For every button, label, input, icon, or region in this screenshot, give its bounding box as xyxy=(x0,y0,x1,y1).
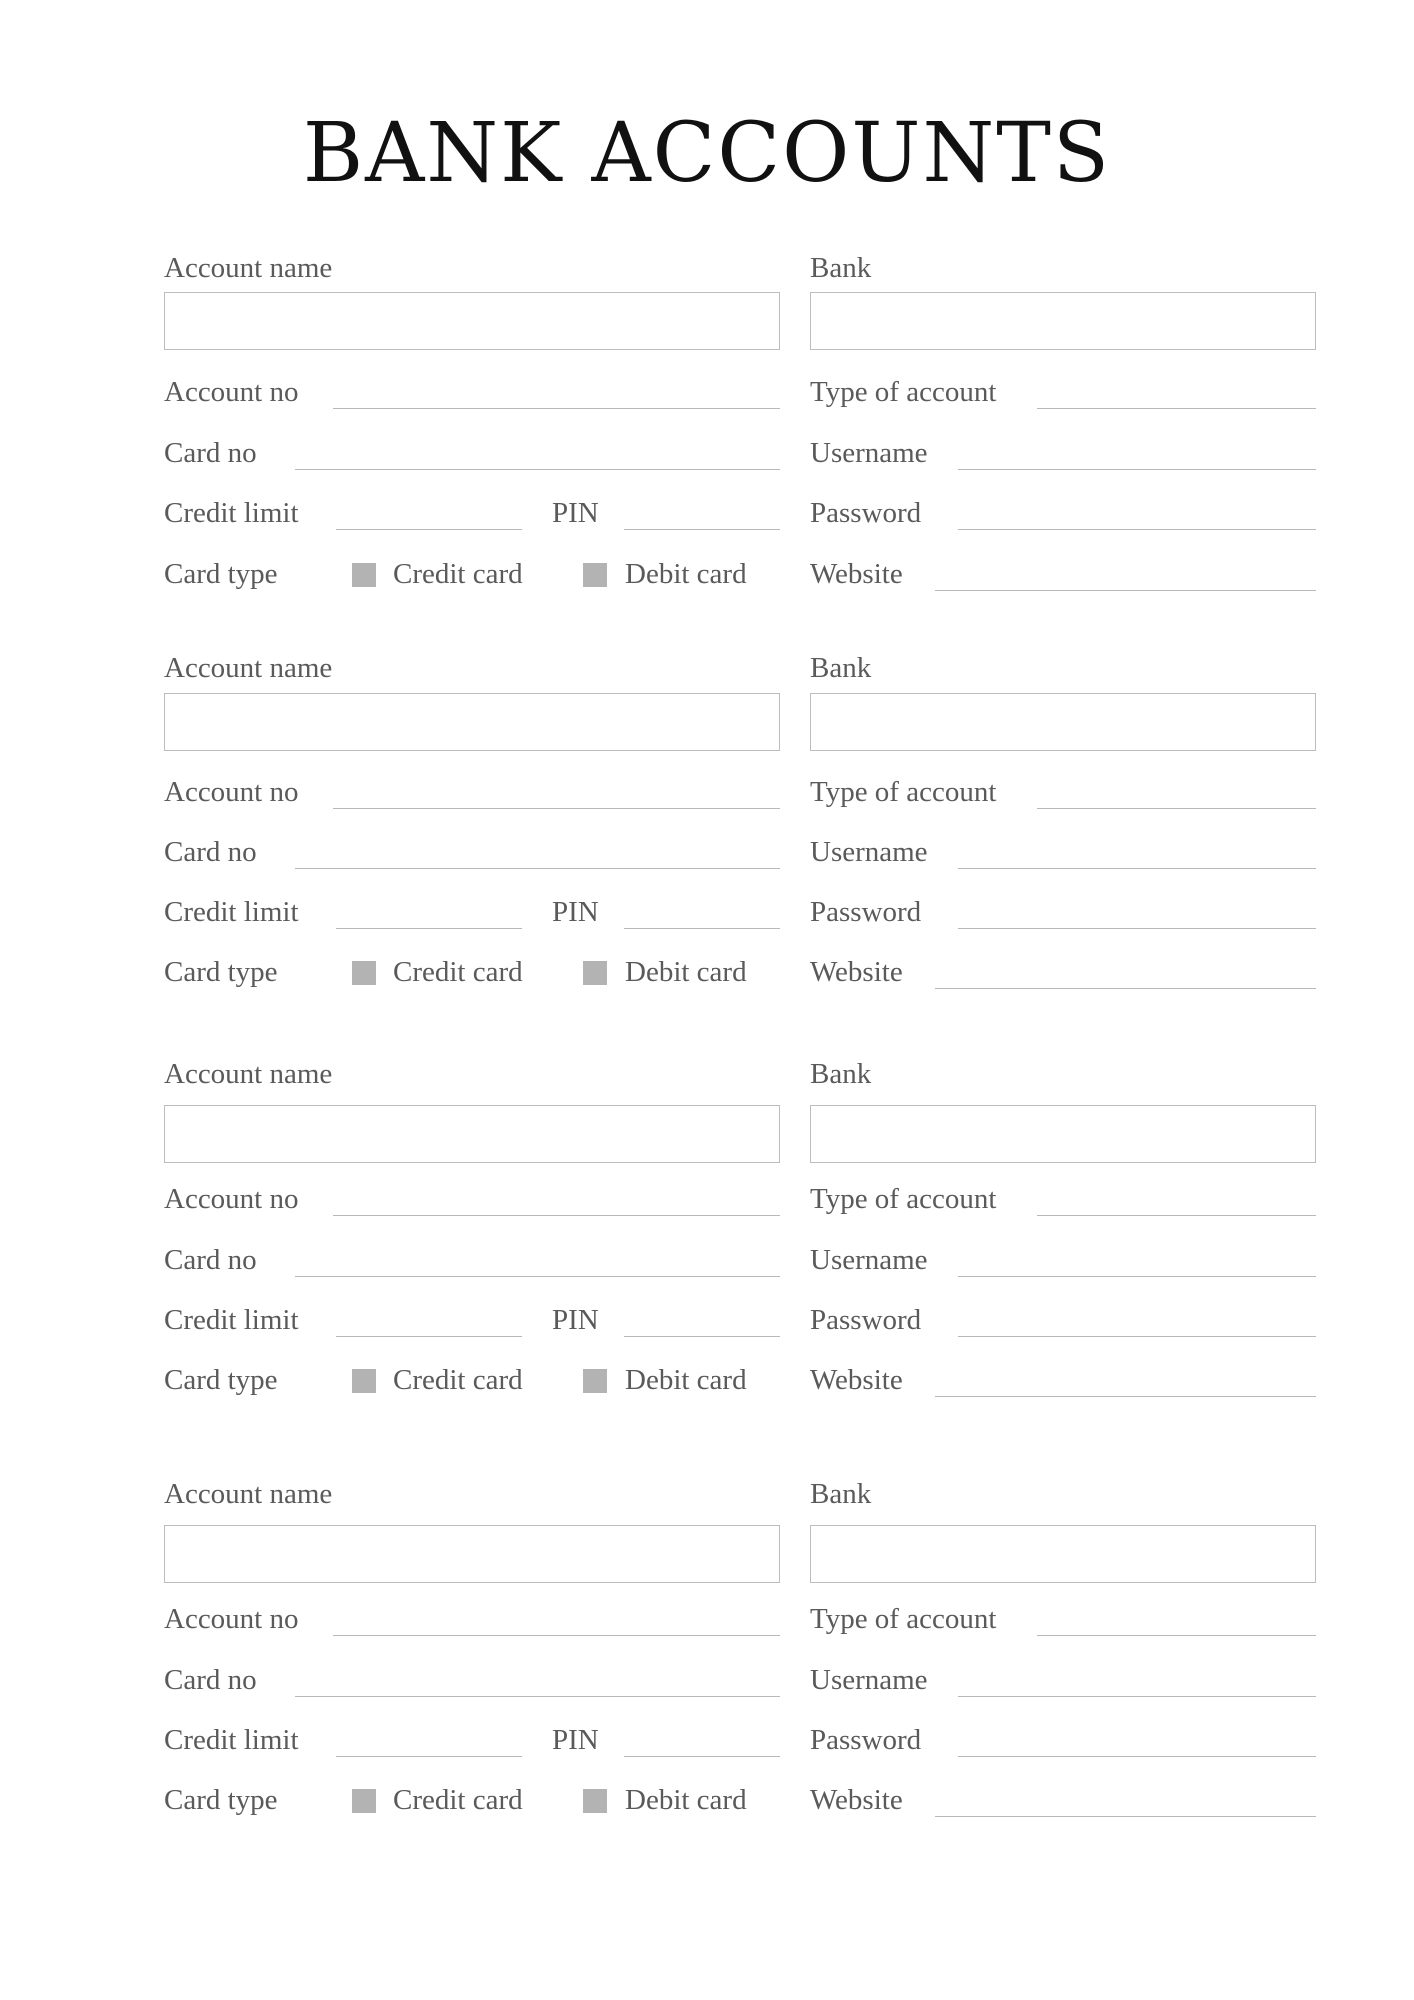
card-type-label: Card type xyxy=(164,1784,278,1816)
page-title: BANK ACCOUNTS xyxy=(302,106,1112,201)
card-type-label: Card type xyxy=(164,558,278,590)
pin-label: PIN xyxy=(552,1724,599,1756)
card-no-field[interactable] xyxy=(295,1696,780,1697)
account-name-label: Account name xyxy=(164,252,333,284)
password-field[interactable] xyxy=(958,529,1316,530)
card-no-label: Card no xyxy=(164,836,257,868)
card-no-label: Card no xyxy=(164,1244,257,1276)
password-field[interactable] xyxy=(958,1336,1316,1337)
bank-label: Bank xyxy=(810,252,872,284)
pin-field[interactable] xyxy=(624,1756,780,1757)
card-no-field[interactable] xyxy=(295,1276,780,1277)
account-no-field[interactable] xyxy=(333,408,780,409)
debit-card-label: Debit card xyxy=(625,1784,747,1816)
credit-card-label: Credit card xyxy=(393,558,523,590)
account-name-field[interactable] xyxy=(164,292,780,350)
bank-field[interactable] xyxy=(810,693,1316,751)
password-label: Password xyxy=(810,1724,922,1756)
account-name-field[interactable] xyxy=(164,1525,780,1583)
pin-label: PIN xyxy=(552,497,599,529)
debit-card-checkbox[interactable] xyxy=(583,563,607,587)
type-of-account-field[interactable] xyxy=(1037,1215,1316,1216)
username-label: Username xyxy=(810,1244,928,1276)
debit-card-checkbox[interactable] xyxy=(583,961,607,985)
account-no-label: Account no xyxy=(164,376,299,408)
credit-card-label: Credit card xyxy=(393,1784,523,1816)
website-field[interactable] xyxy=(935,590,1316,591)
card-no-label: Card no xyxy=(164,1664,257,1696)
type-of-account-label: Type of account xyxy=(810,776,997,808)
website-label: Website xyxy=(810,558,903,590)
password-field[interactable] xyxy=(958,928,1316,929)
credit-limit-field[interactable] xyxy=(336,1336,522,1337)
account-name-field[interactable] xyxy=(164,693,780,751)
debit-card-label: Debit card xyxy=(625,558,747,590)
pin-label: PIN xyxy=(552,1304,599,1336)
type-of-account-label: Type of account xyxy=(810,376,997,408)
credit-limit-label: Credit limit xyxy=(164,1304,299,1336)
account-no-label: Account no xyxy=(164,776,299,808)
debit-card-checkbox[interactable] xyxy=(583,1369,607,1393)
pin-field[interactable] xyxy=(624,928,780,929)
bank-field[interactable] xyxy=(810,1105,1316,1163)
debit-card-label: Debit card xyxy=(625,956,747,988)
type-of-account-field[interactable] xyxy=(1037,1635,1316,1636)
website-field[interactable] xyxy=(935,988,1316,989)
bank-label: Bank xyxy=(810,1478,872,1510)
website-field[interactable] xyxy=(935,1396,1316,1397)
pin-field[interactable] xyxy=(624,1336,780,1337)
type-of-account-label: Type of account xyxy=(810,1183,997,1215)
credit-limit-label: Credit limit xyxy=(164,896,299,928)
card-no-field[interactable] xyxy=(295,868,780,869)
password-label: Password xyxy=(810,1304,922,1336)
credit-limit-field[interactable] xyxy=(336,529,522,530)
card-type-label: Card type xyxy=(164,956,278,988)
username-field[interactable] xyxy=(958,469,1316,470)
account-section-4 xyxy=(0,1476,1414,1856)
username-field[interactable] xyxy=(958,1276,1316,1277)
account-name-label: Account name xyxy=(164,652,333,684)
credit-limit-label: Credit limit xyxy=(164,1724,299,1756)
bank-label: Bank xyxy=(810,1058,872,1090)
bank-field[interactable] xyxy=(810,292,1316,350)
username-label: Username xyxy=(810,437,928,469)
account-name-label: Account name xyxy=(164,1478,333,1510)
username-field[interactable] xyxy=(958,868,1316,869)
username-label: Username xyxy=(810,836,928,868)
pin-label: PIN xyxy=(552,896,599,928)
account-no-field[interactable] xyxy=(333,1635,780,1636)
username-field[interactable] xyxy=(958,1696,1316,1697)
credit-card-checkbox[interactable] xyxy=(352,1789,376,1813)
website-label: Website xyxy=(810,1364,903,1396)
username-label: Username xyxy=(810,1664,928,1696)
type-of-account-label: Type of account xyxy=(810,1603,997,1635)
account-section-1 xyxy=(0,250,1414,630)
type-of-account-field[interactable] xyxy=(1037,408,1316,409)
password-field[interactable] xyxy=(958,1756,1316,1757)
credit-card-label: Credit card xyxy=(393,1364,523,1396)
type-of-account-field[interactable] xyxy=(1037,808,1316,809)
password-label: Password xyxy=(810,896,922,928)
account-no-field[interactable] xyxy=(333,1215,780,1216)
account-no-field[interactable] xyxy=(333,808,780,809)
bank-field[interactable] xyxy=(810,1525,1316,1583)
credit-card-checkbox[interactable] xyxy=(352,961,376,985)
account-no-label: Account no xyxy=(164,1183,299,1215)
account-name-field[interactable] xyxy=(164,1105,780,1163)
account-no-label: Account no xyxy=(164,1603,299,1635)
bank-label: Bank xyxy=(810,652,872,684)
account-name-label: Account name xyxy=(164,1058,333,1090)
password-label: Password xyxy=(810,497,922,529)
account-section-3 xyxy=(0,1056,1414,1436)
card-no-label: Card no xyxy=(164,437,257,469)
credit-limit-label: Credit limit xyxy=(164,497,299,529)
credit-limit-field[interactable] xyxy=(336,928,522,929)
website-field[interactable] xyxy=(935,1816,1316,1817)
credit-limit-field[interactable] xyxy=(336,1756,522,1757)
credit-card-checkbox[interactable] xyxy=(352,563,376,587)
credit-card-label: Credit card xyxy=(393,956,523,988)
credit-card-checkbox[interactable] xyxy=(352,1369,376,1393)
website-label: Website xyxy=(810,1784,903,1816)
debit-card-checkbox[interactable] xyxy=(583,1789,607,1813)
pin-field[interactable] xyxy=(624,529,780,530)
account-section-2 xyxy=(0,650,1414,1030)
card-type-label: Card type xyxy=(164,1364,278,1396)
debit-card-label: Debit card xyxy=(625,1364,747,1396)
card-no-field[interactable] xyxy=(295,469,780,470)
website-label: Website xyxy=(810,956,903,988)
